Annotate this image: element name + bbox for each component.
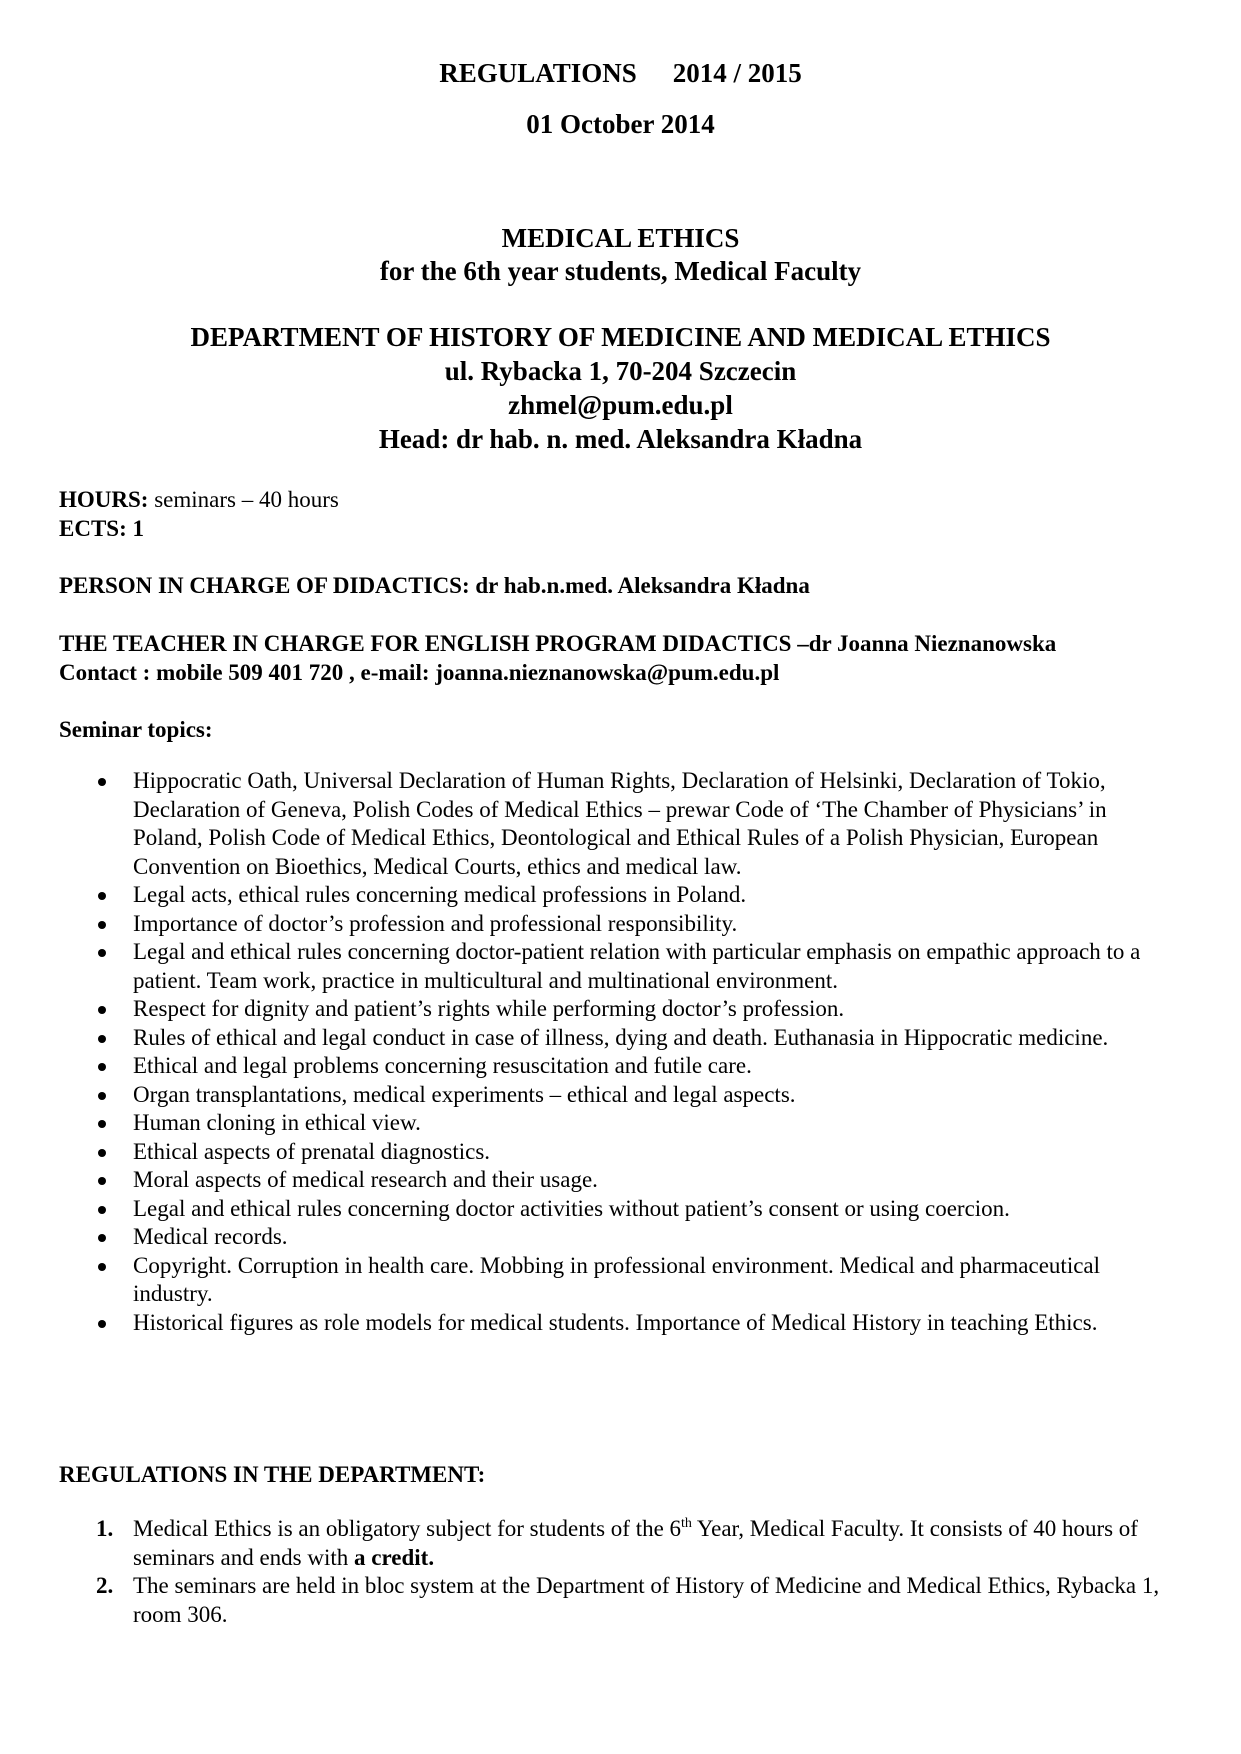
list-item: Legal and ethical rules concerning doctor-patient relation with particular emphasis on empathic approach to a patient. Team work, practice in multicultural and multinational environment. (0, 938, 1241, 995)
bullet-icon (98, 1149, 106, 1157)
bullet-icon (98, 1063, 106, 1071)
list-item: Ethical aspects of prenatal diagnostics. (0, 1138, 1241, 1167)
regulations-list (0, 1515, 1241, 1629)
list-item: Legal acts, ethical rules concerning medical professions in Poland. (0, 881, 1241, 910)
list-item: Importance of doctor’s profession and professional responsibility. (0, 910, 1241, 939)
bullet-icon (98, 1263, 106, 1271)
subject-title: MEDICAL ETHICS (501, 223, 740, 253)
list-item: Historical figures as role models for medical students. Importance of Medical History in teaching Ethics. (0, 1309, 1241, 1338)
bullet-icon (98, 1234, 106, 1242)
department-name: DEPARTMENT OF HISTORY OF MEDICINE AND MEDICAL ETHICS (190, 322, 1051, 352)
bullet-icon (98, 892, 106, 900)
list-item: Respect for dignity and patient’s rights while performing doctor’s profession. (0, 995, 1241, 1024)
ects-line: ECTS: 1 (59, 516, 144, 541)
bullet-icon (98, 921, 106, 929)
list-item: 1. Medical Ethics is an obligatory subject for students of the 6th Year, Medical Faculty. It consists of 40 hours of seminars and ends with a credit. (96, 1516, 1138, 1570)
list-item: 2. The seminars are held in bloc system at the Department of History of Medicine and Medical Ethics, Rybacka 1, room 306. (96, 1573, 1160, 1627)
contact-line: Contact : mobile 509 401 720 , e-mail: joanna.nieznanowska@pum.edu.pl (59, 660, 780, 685)
regulations-date: 01 October 2014 (526, 109, 715, 139)
hours-label: HOURS: (59, 487, 149, 512)
seminar-topics-list (0, 767, 1241, 1337)
bullet-icon (98, 1120, 106, 1128)
bullet-icon (98, 1177, 106, 1185)
bullet-icon (98, 778, 106, 786)
regulations-heading: REGULATIONS IN THE DEPARTMENT: (59, 1462, 486, 1487)
list-item: Rules of ethical and legal conduct in case of illness, dying and death. Euthanasia in Hippocratic medicine. (0, 1024, 1241, 1053)
item-number: 1. (96, 1516, 114, 1541)
bullet-icon (98, 1206, 106, 1214)
bullet-icon (98, 1006, 106, 1014)
hours-line (59, 487, 339, 513)
department-email: zhmel@pum.edu.pl (508, 390, 733, 420)
list-item: Ethical and legal problems concerning resuscitation and futile care. (0, 1052, 1241, 1081)
bullet-icon (98, 1092, 106, 1100)
regulations-title (0, 58, 1241, 89)
list-item: Legal and ethical rules concerning doctor activities without patient’s consent or using coercion. (0, 1195, 1241, 1224)
department-head: Head: dr hab. n. med. Aleksandra Kładna (378, 424, 863, 454)
teacher-in-charge: THE TEACHER IN CHARGE FOR ENGLISH PROGRAM DIDACTICS –dr Joanna Nieznanowska (59, 631, 1057, 656)
person-in-charge: PERSON IN CHARGE OF DIDACTICS: dr hab.n.med. Aleksandra Kładna (59, 573, 810, 598)
department-address: ul. Rybacka 1, 70-204 Szczecin (444, 356, 797, 386)
list-item: Human cloning in ethical view. (0, 1109, 1241, 1138)
bullet-icon (98, 1320, 106, 1328)
item-number: 2. (96, 1573, 114, 1598)
hours-value: seminars – 40 hours (148, 487, 339, 512)
list-item: Moral aspects of medical research and their usage. (0, 1166, 1241, 1195)
academic-year: 2014 / 2015 (672, 58, 802, 88)
list-item: Copyright. Corruption in health care. Mobbing in professional environment. Medical and pharmaceutical industry. (0, 1252, 1241, 1309)
bullet-icon (98, 949, 106, 957)
list-item: Medical records. (0, 1223, 1241, 1252)
regulations-label: REGULATIONS (439, 58, 637, 88)
list-item: Organ transplantations, medical experiments – ethical and legal aspects. (0, 1081, 1241, 1110)
seminar-topics-heading: Seminar topics: (59, 717, 213, 742)
bullet-icon (98, 1035, 106, 1043)
subject-subtitle: for the 6th year students, Medical Faculty (379, 256, 862, 286)
list-item: Hippocratic Oath, Universal Declaration of Human Rights, Declaration of Helsinki, Declaration of Tokio, Declaration of Geneva, Polish Codes of Medical Ethics – prewar Code of ‘The Chamber of Physicians’ in Poland, Polish Code of Medical Ethics, Deontological and Ethical Rules of a Polish Physician, European Convention on Bioethics, Medical Courts, ethics and medical law. (0, 767, 1241, 881)
